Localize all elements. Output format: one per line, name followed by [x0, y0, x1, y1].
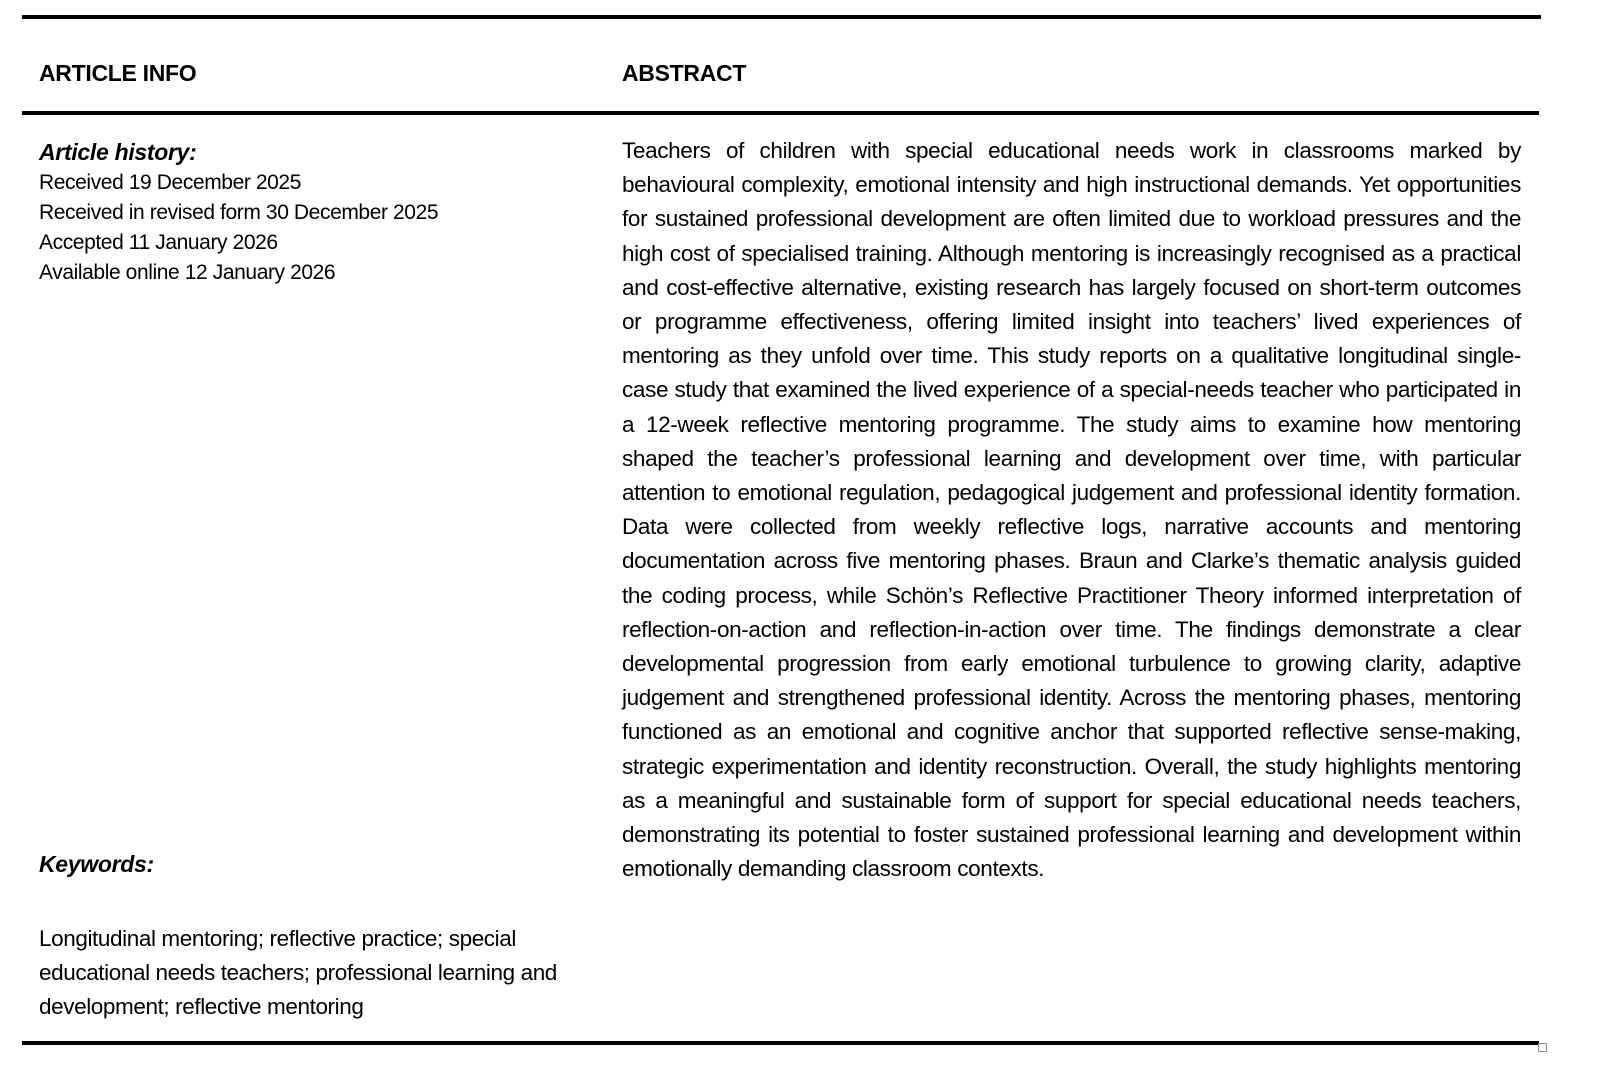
history-accepted: Accepted 11 January 2026	[39, 231, 278, 254]
keywords-list: Longitudinal mentoring; reflective practice; special educational needs teachers; professional learning and development; reflective mentoring	[39, 926, 557, 1019]
table-bottom-border	[22, 1041, 1539, 1045]
keywords-label: Keywords:	[39, 851, 154, 877]
history-received: Received 19 December 2025	[39, 171, 301, 194]
article-history-label: Article history:	[39, 139, 197, 165]
table-top-border	[22, 15, 1541, 19]
article-info-heading: ARTICLE INFO	[39, 60, 197, 86]
history-online: Available online 12 January 2026	[39, 261, 336, 284]
abstract-heading: ABSTRACT	[622, 60, 747, 86]
abstract-text[interactable]: Teachers of children with special educational needs work in classrooms marked by behavioural complexity, emotional intensity and high instructional demands. Yet opportunities for sustained professional development are often limited due to workload pressures and the high cost of specialised training. Although mentoring is increasingly recognised as a practical and cost-effective alternative, existing research has largely focused on short-term outcomes or programme effectiveness, offering limited insight into teachers’ lived experiences of mentoring as they unfold over time. This study reports on a qualitative longitudinal single-case study that examined the lived experience of a special-needs teacher who participated in a 12-week reflective mentoring programme. The study aims to examine how mentoring shaped the teacher’s professional learning and development over time, with particular attention to emotional regulation, pedagogical judgement and professional identity formation. Data were collected from weekly reflective logs, narrative accounts and mentoring documentation across five mentoring phases. Braun and Clarke’s thematic analysis guided the coding process, while Schön’s Reflective Practitioner Theory informed interpretation of reflection-on-action and reflection-in-action over time. The findings demonstrate a clear developmental progression from early emotional turbulence to growing clarity, adaptive judgement and strengthened professional identity. Across the mentoring phases, mentoring functioned as an emotional and cognitive anchor that supported reflective sense-making, strategic experimentation and identity reconstruction. Overall, the study highlights mentoring as a meaningful and sustainable form of support for special educational needs teachers, demonstrating its potential to foster sustained professional learning and development within emotionally demanding classroom contexts.	[622, 138, 1521, 882]
header-divider	[22, 111, 1539, 115]
article-history	[39, 136, 599, 288]
history-revised: Received in revised form 30 December 2025	[39, 201, 439, 224]
table-resize-handle[interactable]	[1538, 1043, 1547, 1052]
